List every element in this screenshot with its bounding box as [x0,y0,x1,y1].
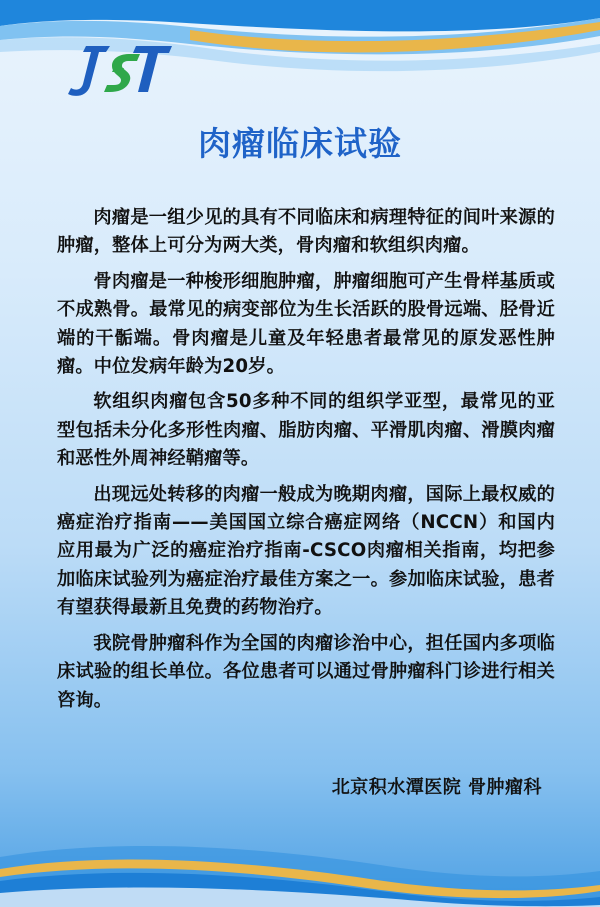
paragraph-intro: 肉瘤是一组少见的具有不同临床和病理特征的间叶来源的肿瘤，整体上可分为两大类，骨肉瘤和软组织肉瘤。 [57,207,555,257]
page-title: 肉瘤临床试验 [198,124,402,163]
bottom-wave-decoration [0,817,600,907]
signature: 北京积水潭医院 骨肿瘤科 [331,777,542,798]
paragraph-osteosarcoma: 骨肉瘤是一种梭形细胞肿瘤，肿瘤细胞可产生骨样基质或不成熟骨。最常见的病变部位为生长活跃的股骨远端、胫骨近端的干骺端。骨肉瘤是儿童及年轻患者最常见的原发恶性肿瘤。中位发病年龄为20岁。 [57,270,555,378]
paragraph-hospital: 我院骨肿瘤科作为全国的肉瘤诊治中心，担任国内多项临床试验的组长单位。各位患者可以通过骨肿瘤科门诊进行相关咨询。 [57,632,555,711]
paragraph-clinical-guidelines: 出现远处转移的肉瘤一般成为晚期肉瘤，国际上最权威的癌症治疗指南——美国国立综合癌症网络（NCCN）和国内应用最为广泛的癌症治疗指南-CSCO肉瘤相关指南，均把参加临床试验列为癌症治疗最佳方案之一。参加临床试验，患者有望获得最新且免费的药物治疗。 [57,483,555,619]
article-body [57,204,555,722]
jst-logo [66,42,176,100]
paragraph-soft-tissue-sarcoma: 软组织肉瘤包含50多种不同的组织学亚型，最常见的亚型包括未分化多形性肉瘤、脂肪肉瘤、平滑肌肉瘤、滑膜肉瘤和恶性外周神经鞘瘤等。 [57,391,555,470]
